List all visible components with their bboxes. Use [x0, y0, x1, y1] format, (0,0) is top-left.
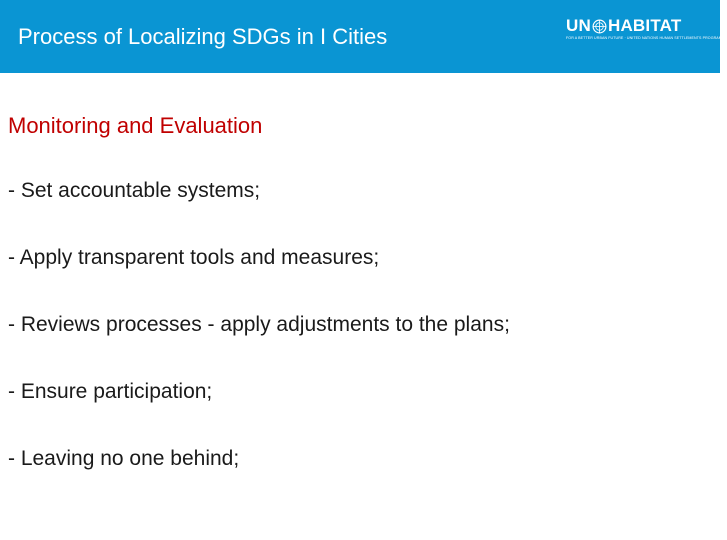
bullet-item: - Reviews processes - apply adjustments to the plans; — [8, 313, 510, 336]
slide-title: Process of Localizing SDGs in I Cities — [18, 24, 388, 49]
bullet-item: - Apply transparent tools and measures; — [8, 246, 380, 269]
bullet-item: - Leaving no one behind; — [8, 447, 240, 470]
logo-wordmark-habitat: HABITAT — [607, 16, 682, 35]
bullet-list — [8, 178, 510, 513]
logo-tagline: FOR A BETTER URBAN FUTURE · UNITED NATIONS HUMAN SETTLEMENTS PROGRAMME — [566, 36, 727, 40]
un-emblem-icon — [592, 19, 607, 34]
header-bar — [0, 0, 727, 73]
un-habitat-logo — [566, 16, 727, 43]
logo-wordmark-un: UN — [566, 16, 591, 35]
logo-wordmark — [566, 17, 681, 35]
section-heading: Monitoring and Evaluation — [8, 113, 263, 138]
bullet-item: - Set accountable systems; — [8, 179, 261, 202]
bullet-item: - Ensure participation; — [8, 380, 213, 403]
